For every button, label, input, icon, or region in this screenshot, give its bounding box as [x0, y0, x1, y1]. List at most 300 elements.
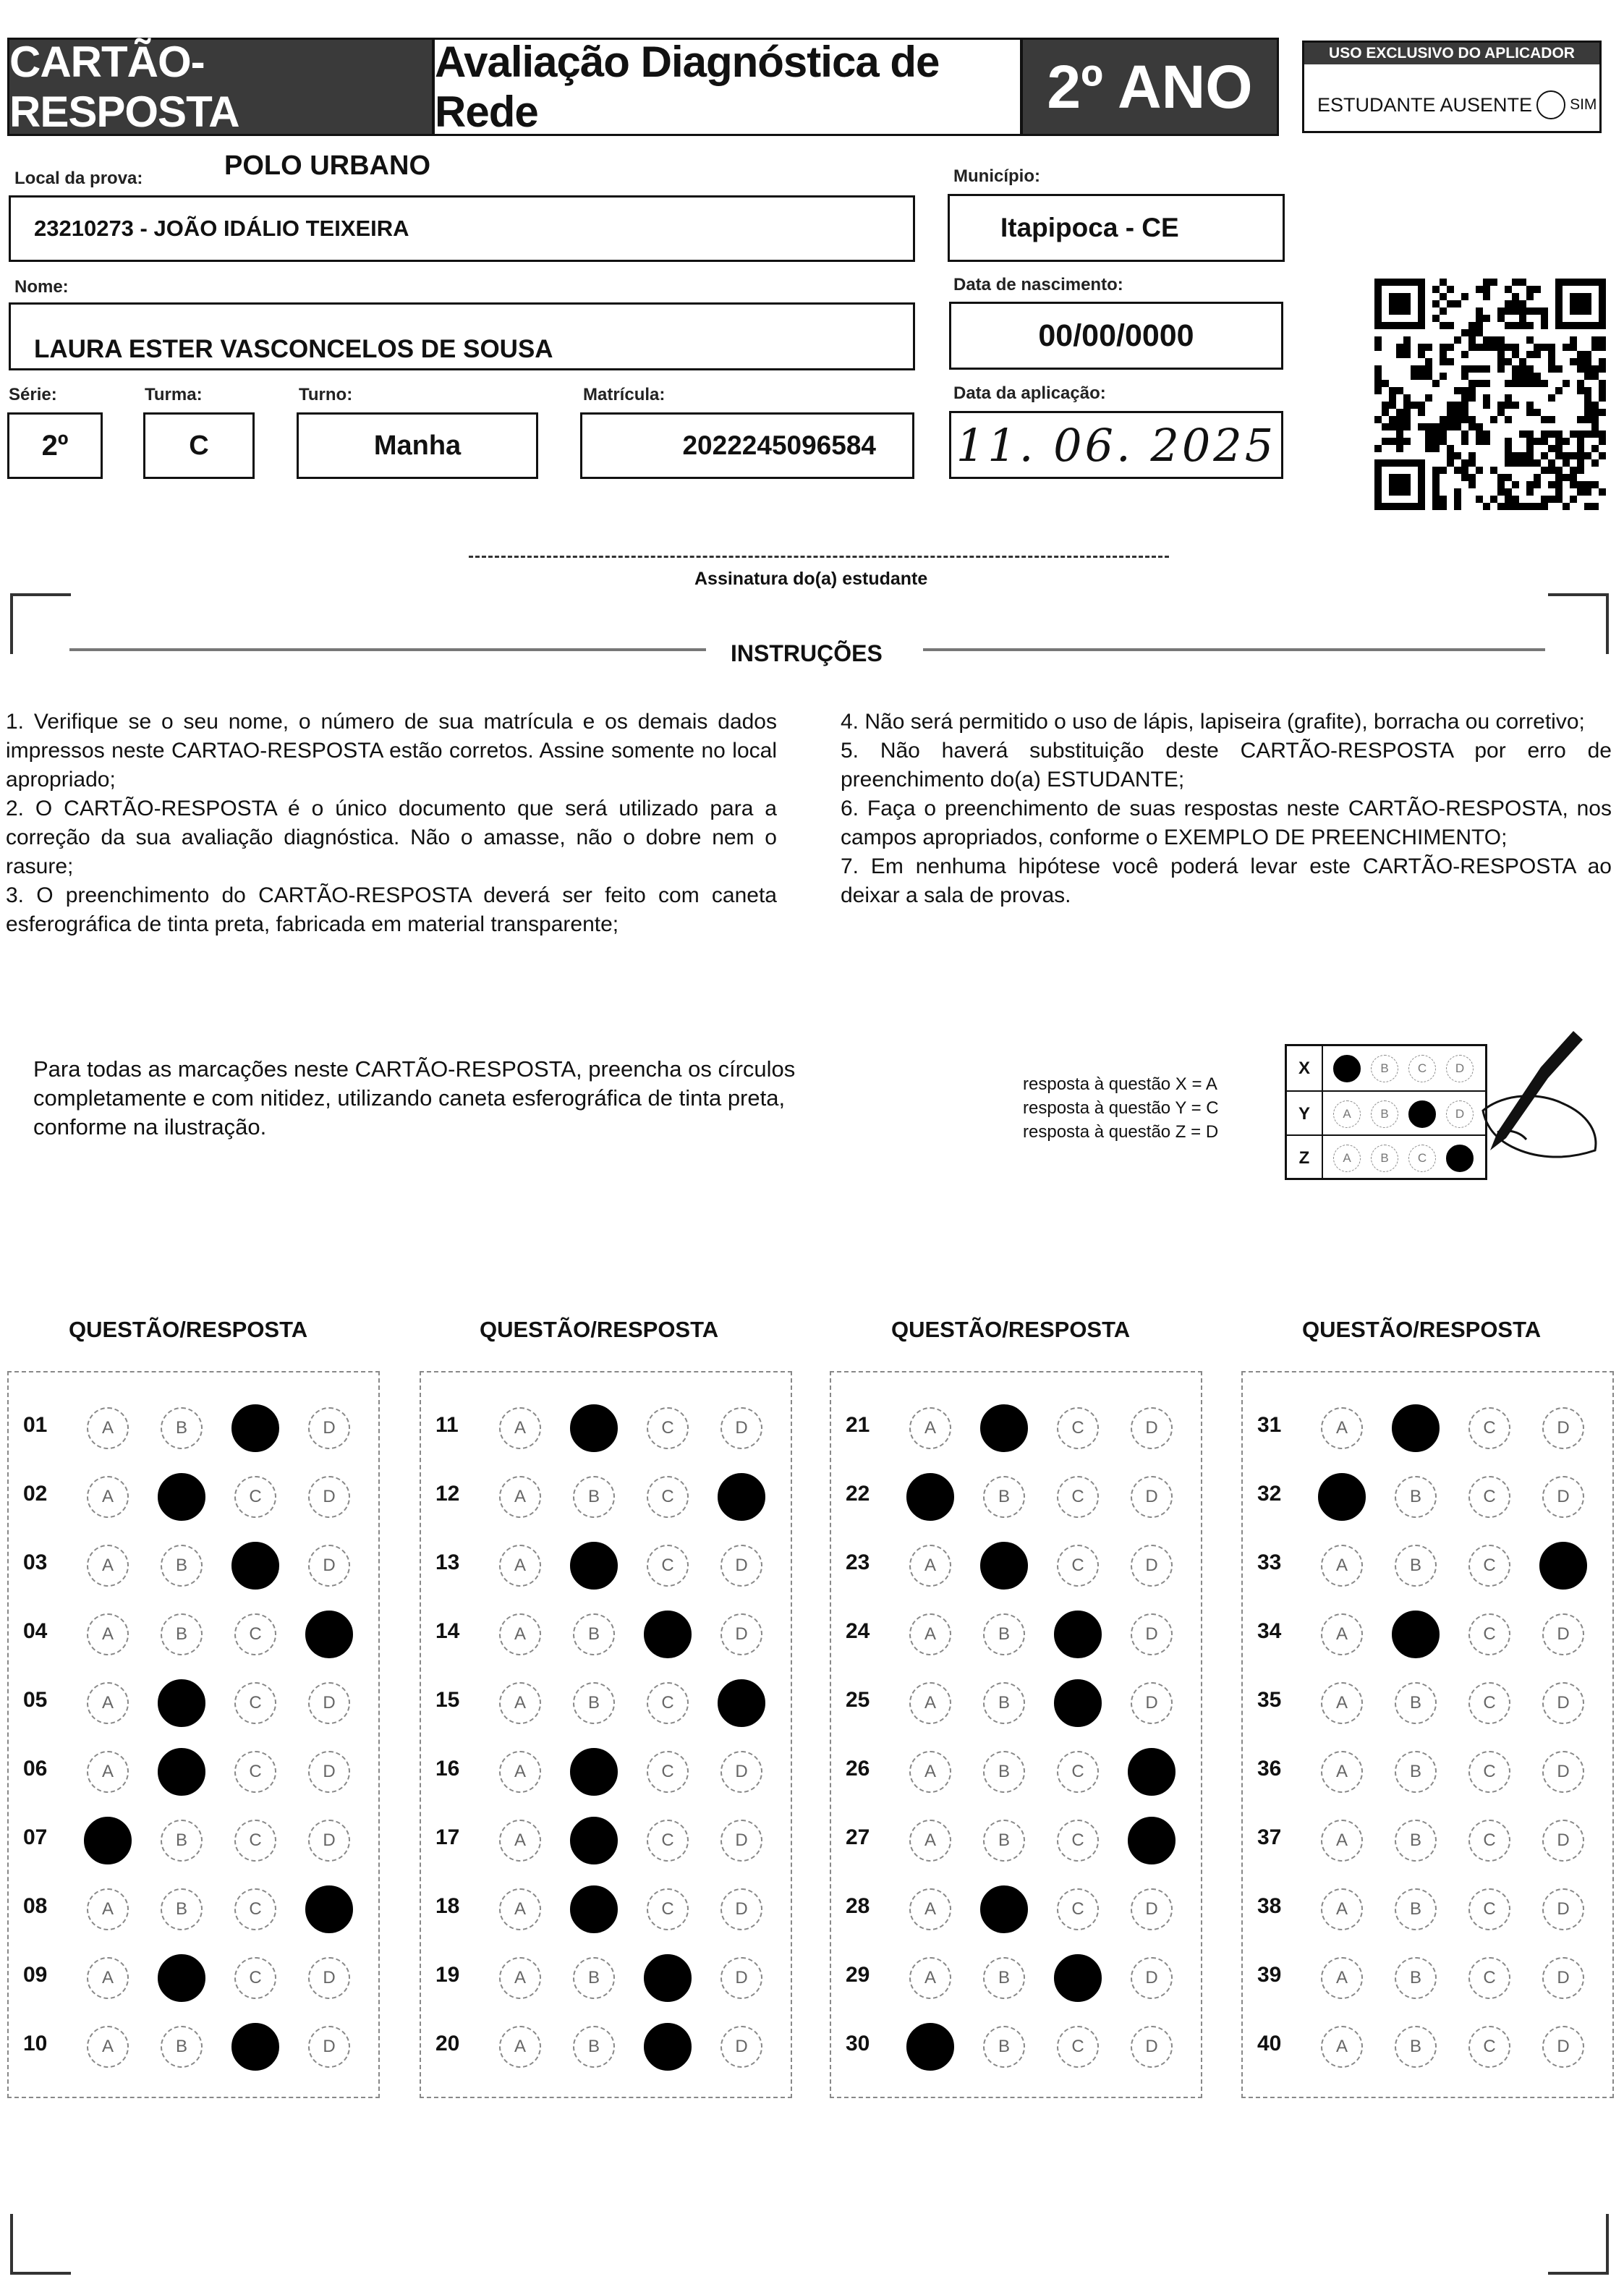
example-legend — [1023, 1072, 1219, 1144]
question-number: 21 — [846, 1413, 870, 1437]
answer-bubble-b[interactable] — [570, 1885, 618, 1933]
answer-bubble-c[interactable] — [1054, 1954, 1102, 2002]
answer-bubble-d[interactable]: D — [1131, 1545, 1173, 1587]
answer-bubble-d[interactable]: D — [720, 1957, 762, 1999]
answer-bubble-c[interactable]: C — [1057, 1407, 1099, 1449]
answer-bubble-d[interactable]: D — [1542, 1682, 1584, 1724]
answer-bubble-a[interactable]: A — [1321, 1613, 1363, 1655]
local-zone: POLO URBANO — [224, 150, 430, 181]
example-bubble-c — [1408, 1100, 1436, 1128]
answer-bubble-d[interactable]: D — [308, 1957, 350, 1999]
answer-bubble-d[interactable]: D — [1542, 1820, 1584, 1862]
question-row — [9, 1537, 378, 1595]
question-row — [9, 1881, 378, 1939]
answer-bubble-a[interactable]: A — [909, 1820, 951, 1862]
example-bubble-b: B — [1371, 1100, 1398, 1128]
question-row — [421, 1537, 791, 1595]
question-row — [831, 1950, 1201, 2008]
question-number: 35 — [1257, 1688, 1282, 1712]
answer-bubble-c[interactable]: C — [1057, 1888, 1099, 1930]
column-title-2: QUESTÃO/RESPOSTA — [480, 1317, 719, 1342]
aplicacao-label: Data da aplicação: — [953, 383, 1106, 403]
answer-bubble-d[interactable]: D — [1542, 1613, 1584, 1655]
answer-bubble-c[interactable]: C — [1468, 1545, 1510, 1587]
answer-bubble-c[interactable]: C — [234, 1476, 276, 1518]
answer-bubble-c[interactable] — [231, 1404, 279, 1452]
question-number: 20 — [435, 2032, 460, 2055]
example-text: Para todas as marcações neste CARTÃO-RESPOSTA, preencha os círculos completamente e com nitidez, utilizando caneta esferográfica de tinta preta, conforme na ilustração. — [33, 1056, 796, 1140]
question-number: 24 — [846, 1619, 870, 1643]
answer-bubble-c[interactable]: C — [1057, 1545, 1099, 1587]
answer-bubble-d[interactable]: D — [720, 1751, 762, 1793]
answer-bubble-c[interactable]: C — [647, 1888, 689, 1930]
question-row — [421, 1950, 791, 2008]
answer-bubble-a[interactable]: A — [909, 1751, 951, 1793]
aplicacao-field — [949, 411, 1283, 479]
question-row — [9, 1400, 378, 1458]
answer-bubble-b[interactable] — [1392, 1611, 1440, 1658]
answer-bubble-d[interactable]: D — [308, 2026, 350, 2068]
answer-bubble-d[interactable]: D — [720, 1820, 762, 1862]
answer-bubble-b[interactable]: B — [161, 1407, 203, 1449]
question-number: 29 — [846, 1963, 870, 1987]
question-number: 03 — [23, 1550, 48, 1574]
legend-y: resposta à questão Y = C — [1023, 1098, 1219, 1118]
question-row — [421, 1812, 791, 1870]
question-number: 28 — [846, 1894, 870, 1918]
question-number: 02 — [23, 1482, 48, 1506]
answer-bubble-c[interactable]: C — [647, 1751, 689, 1793]
answer-bubble-d[interactable]: D — [1131, 1957, 1173, 1999]
answer-bubble-a[interactable]: A — [499, 1820, 541, 1862]
answer-bubble-a[interactable]: A — [499, 1888, 541, 1930]
question-number: 39 — [1257, 1963, 1282, 1987]
answer-bubble-c[interactable]: C — [647, 1820, 689, 1862]
answer-bubble-c[interactable]: C — [647, 1407, 689, 1449]
answer-bubble-b[interactable]: B — [983, 1476, 1025, 1518]
answer-bubble-a[interactable]: A — [1321, 1545, 1363, 1587]
answer-bubble-a[interactable]: A — [1321, 2026, 1363, 2068]
question-row — [9, 1469, 378, 1527]
answer-bubble-c[interactable]: C — [234, 1682, 276, 1724]
question-number: 32 — [1257, 1482, 1282, 1506]
answer-bubble-b[interactable]: B — [1395, 1820, 1437, 1862]
absent-yes-label: SIM — [1570, 96, 1597, 113]
answer-bubble-b[interactable] — [158, 1679, 205, 1727]
answer-bubble-d[interactable]: D — [1131, 1476, 1173, 1518]
answer-bubble-a[interactable]: A — [1321, 1751, 1363, 1793]
question-number: 07 — [23, 1825, 48, 1849]
question-row — [831, 1881, 1201, 1939]
answer-bubble-b[interactable]: B — [161, 1545, 203, 1587]
instructions-left — [6, 708, 777, 939]
answer-bubble-d[interactable]: D — [308, 1407, 350, 1449]
question-row — [831, 1744, 1201, 1802]
answer-bubble-b[interactable]: B — [983, 2026, 1025, 2068]
question-row — [9, 1744, 378, 1802]
answer-bubble-b[interactable] — [980, 1542, 1028, 1590]
answer-bubble-a[interactable]: A — [499, 1682, 541, 1724]
question-number: 18 — [435, 1894, 460, 1918]
corner-mark-bottom-left — [10, 2214, 71, 2275]
question-number: 17 — [435, 1825, 460, 1849]
question-row — [421, 1881, 791, 1939]
question-row — [1243, 1537, 1612, 1595]
answer-bubble-d[interactable] — [1128, 1817, 1176, 1864]
answer-bubble-c[interactable]: C — [1468, 1957, 1510, 1999]
answer-bubble-d[interactable]: D — [720, 2026, 762, 2068]
column-title-1: QUESTÃO/RESPOSTA — [69, 1317, 308, 1342]
question-row — [1243, 1400, 1612, 1458]
exam-title: Avaliação Diagnóstica de Rede — [433, 38, 1022, 136]
legend-x: resposta à questão X = A — [1023, 1074, 1217, 1094]
answer-bubble-d[interactable] — [1539, 1542, 1587, 1590]
grade-title: 2º ANO — [1021, 38, 1279, 136]
matricula-label: Matrícula: — [583, 385, 666, 404]
answer-bubble-b[interactable]: B — [573, 1613, 615, 1655]
corner-mark-bottom-right — [1548, 2214, 1609, 2275]
aplicacao-handwritten: 11. 06. 2025 — [956, 418, 1277, 472]
instruction-1: 1. Verifique se o seu nome, o número de sua matrícula e os demais dados impressos neste CARTAO-RESPOSTA estão corretos. Assine somente no local apropriado; — [6, 710, 777, 792]
instruction-3: 3. O preenchimento do CARTÃO-RESPOSTA deverá ser feito com caneta esferográfica de tinta preta, fabricada em material transparente; — [6, 883, 777, 936]
answer-bubble-c[interactable]: C — [1468, 1751, 1510, 1793]
answer-bubble-d[interactable]: D — [720, 1407, 762, 1449]
municipio-label: Município: — [953, 166, 1040, 186]
instruction-6: 6. Faça o preenchimento de suas respostas neste CARTÃO-RESPOSTA, nos campos apropriados, conforme o EXEMPLO DE PREENCHIMENTO; — [841, 797, 1612, 849]
answer-bubble-b[interactable] — [570, 1542, 618, 1590]
question-number: 19 — [435, 1963, 460, 1987]
answer-bubble-a[interactable]: A — [87, 1613, 129, 1655]
question-number: 12 — [435, 1482, 460, 1506]
answer-bubble-b[interactable] — [158, 1748, 205, 1796]
answer-bubble-b[interactable]: B — [1395, 1957, 1437, 1999]
example-question-label: Z — [1287, 1136, 1323, 1180]
question-row — [831, 1812, 1201, 1870]
question-number: 05 — [23, 1688, 48, 1712]
answer-bubble-b[interactable] — [570, 1817, 618, 1864]
answer-bubble-a[interactable]: A — [87, 1682, 129, 1724]
instruction-5: 5. Não haverá substituição deste CARTÃO-RESPOSTA por erro de preenchimento do(a) ESTUDANTE; — [841, 739, 1612, 792]
answer-bubble-a[interactable]: A — [1321, 1957, 1363, 1999]
matricula-field: 2022245096584 — [580, 412, 914, 479]
answer-bubble-c[interactable]: C — [234, 1613, 276, 1655]
question-row — [421, 1469, 791, 1527]
answer-bubble-b[interactable]: B — [1395, 1682, 1437, 1724]
answer-bubble-c[interactable] — [644, 1611, 692, 1658]
answer-bubble-a[interactable]: A — [499, 1613, 541, 1655]
municipio-field: Itapipoca - CE — [948, 194, 1285, 262]
question-row — [421, 1606, 791, 1664]
answer-bubble-d[interactable] — [1128, 1748, 1176, 1796]
question-row — [831, 1400, 1201, 1458]
question-row — [421, 1744, 791, 1802]
question-number: 40 — [1257, 2032, 1282, 2055]
answer-bubble-c[interactable] — [1054, 1611, 1102, 1658]
answer-bubble-d[interactable]: D — [308, 1545, 350, 1587]
answer-bubble-c[interactable]: C — [1468, 1888, 1510, 1930]
answer-bubble-b[interactable]: B — [573, 1682, 615, 1724]
question-number: 36 — [1257, 1757, 1282, 1781]
question-block-2 — [420, 1371, 792, 2098]
answer-bubble-b[interactable] — [980, 1404, 1028, 1452]
question-row — [1243, 1744, 1612, 1802]
answer-bubble-d[interactable]: D — [1131, 1613, 1173, 1655]
answer-bubble-d[interactable]: D — [1542, 1476, 1584, 1518]
question-row — [421, 1400, 791, 1458]
answer-bubble-a[interactable]: A — [1321, 1820, 1363, 1862]
question-row — [1243, 1675, 1612, 1733]
question-row — [1243, 1469, 1612, 1527]
corner-mark-top-left — [10, 593, 71, 654]
answer-bubble-a[interactable]: A — [909, 1682, 951, 1724]
local-label: Local da prova: — [14, 169, 143, 188]
answer-bubble-a[interactable]: A — [87, 1545, 129, 1587]
nome-field: LAURA ESTER VASCONCELOS DE SOUSA — [9, 302, 915, 370]
question-number: 38 — [1257, 1894, 1282, 1918]
answer-bubble-b[interactable]: B — [983, 1957, 1025, 1999]
answer-bubble-c[interactable]: C — [1468, 1613, 1510, 1655]
answer-bubble-a[interactable]: A — [499, 2026, 541, 2068]
answer-bubble-a[interactable]: A — [87, 1888, 129, 1930]
answer-bubble-b[interactable] — [1392, 1404, 1440, 1452]
answer-bubble-c[interactable]: C — [1468, 1682, 1510, 1724]
question-row — [1243, 1606, 1612, 1664]
example-bubble-a — [1333, 1055, 1361, 1082]
answer-bubble-c[interactable]: C — [1057, 1476, 1099, 1518]
answer-bubble-a[interactable]: A — [499, 1476, 541, 1518]
answer-bubble-d[interactable]: D — [308, 1476, 350, 1518]
answer-bubble-b[interactable]: B — [161, 1613, 203, 1655]
question-number: 09 — [23, 1963, 48, 1987]
answer-bubble-b[interactable]: B — [161, 1820, 203, 1862]
question-number: 22 — [846, 1482, 870, 1506]
answer-bubble-a[interactable]: A — [87, 1751, 129, 1793]
instructions-right — [841, 708, 1612, 910]
instruction-7: 7. Em nenhuma hipótese você poderá levar este CARTÃO-RESPOSTA ao deixar a sala de provas. — [841, 854, 1612, 907]
example-bubble-a: A — [1333, 1145, 1361, 1172]
question-number: 11 — [435, 1413, 459, 1437]
absent-label: ESTUDANTE AUSENTE — [1317, 93, 1533, 116]
answer-bubble-a[interactable]: A — [1321, 1407, 1363, 1449]
answer-bubble-b[interactable] — [980, 1885, 1028, 1933]
answer-bubble-d[interactable]: D — [308, 1751, 350, 1793]
question-row — [1243, 1950, 1612, 2008]
turno-field: Manha — [297, 412, 538, 479]
answer-bubble-b[interactable]: B — [983, 1613, 1025, 1655]
answer-bubble-b[interactable]: B — [983, 1820, 1025, 1862]
answer-bubble-d[interactable] — [305, 1885, 353, 1933]
absent-checkbox[interactable] — [1536, 90, 1565, 119]
answer-bubble-d[interactable]: D — [1131, 2026, 1173, 2068]
answer-bubble-b[interactable]: B — [161, 2026, 203, 2068]
answer-bubble-b[interactable] — [570, 1404, 618, 1452]
answer-bubble-c[interactable]: C — [1057, 2026, 1099, 2068]
answer-bubble-a[interactable]: A — [87, 1957, 129, 1999]
question-row — [831, 1675, 1201, 1733]
question-row — [9, 1950, 378, 2008]
answer-bubble-c[interactable]: C — [234, 1820, 276, 1862]
question-row — [831, 2019, 1201, 2076]
answer-bubble-d[interactable]: D — [720, 1613, 762, 1655]
serie-label: Série: — [9, 385, 57, 404]
answer-bubble-a[interactable] — [906, 2023, 954, 2071]
answer-bubble-c[interactable]: C — [647, 1476, 689, 1518]
question-number: 04 — [23, 1619, 48, 1643]
answer-bubble-d[interactable]: D — [1542, 1888, 1584, 1930]
question-row — [831, 1537, 1201, 1595]
legend-z: resposta à questão Z = D — [1023, 1122, 1219, 1142]
answer-bubble-a[interactable] — [84, 1817, 132, 1864]
question-row — [831, 1469, 1201, 1527]
question-row — [421, 1675, 791, 1733]
question-number: 34 — [1257, 1619, 1282, 1643]
answer-bubble-c[interactable]: C — [1468, 1407, 1510, 1449]
turma-label: Turma: — [145, 385, 203, 404]
answer-bubble-b[interactable]: B — [1395, 1888, 1437, 1930]
question-number: 15 — [435, 1688, 460, 1712]
question-number: 06 — [23, 1757, 48, 1781]
answer-bubble-d[interactable]: D — [1542, 2026, 1584, 2068]
question-block-1 — [7, 1371, 380, 2098]
answer-bubble-c[interactable]: C — [234, 1888, 276, 1930]
instruction-4: 4. Não será permitido o uso de lápis, lapiseira (grafite), borracha ou corretivo; — [841, 710, 1585, 734]
example-bubble-a: A — [1333, 1100, 1361, 1128]
answer-bubble-a[interactable]: A — [909, 1613, 951, 1655]
nascimento-field: 00/00/0000 — [949, 302, 1283, 370]
answer-bubble-a[interactable]: A — [499, 1957, 541, 1999]
answer-bubble-b[interactable] — [158, 1473, 205, 1521]
answer-bubble-d[interactable]: D — [720, 1545, 762, 1587]
question-row — [9, 1606, 378, 1664]
answer-bubble-d[interactable]: D — [1131, 1888, 1173, 1930]
answer-bubble-a[interactable]: A — [1321, 1888, 1363, 1930]
column-title-3: QUESTÃO/RESPOSTA — [891, 1317, 1131, 1342]
answer-bubble-b[interactable]: B — [1395, 1751, 1437, 1793]
answer-bubble-c[interactable]: C — [234, 1957, 276, 1999]
answer-bubble-c[interactable] — [231, 2023, 279, 2071]
answer-bubble-b[interactable]: B — [1395, 1545, 1437, 1587]
question-number: 14 — [435, 1619, 460, 1643]
answer-bubble-c[interactable]: C — [647, 1545, 689, 1587]
answer-bubble-c[interactable] — [644, 2023, 692, 2071]
example-bubble-b: B — [1371, 1145, 1398, 1172]
answer-bubble-a[interactable]: A — [909, 1957, 951, 1999]
serie-field: 2º — [7, 412, 103, 479]
question-number: 25 — [846, 1688, 870, 1712]
answer-bubble-d[interactable]: D — [1542, 1957, 1584, 1999]
applicator-title: USO EXCLUSIVO DO APLICADOR — [1304, 43, 1599, 64]
answer-bubble-c[interactable]: C — [1468, 1476, 1510, 1518]
signature-line — [469, 556, 1169, 558]
answer-bubble-a[interactable] — [1318, 1473, 1366, 1521]
answer-bubble-b[interactable]: B — [161, 1888, 203, 1930]
answer-bubble-d[interactable] — [305, 1611, 353, 1658]
turma-field: C — [143, 412, 255, 479]
answer-bubble-a[interactable]: A — [1321, 1682, 1363, 1724]
question-row — [1243, 2019, 1612, 2076]
answer-bubble-c[interactable]: C — [1468, 1820, 1510, 1862]
question-number: 26 — [846, 1757, 870, 1781]
card-title: CARTÃO-RESPOSTA — [7, 38, 434, 136]
answer-bubble-a[interactable]: A — [87, 1407, 129, 1449]
nascimento-label: Data de nascimento: — [953, 275, 1123, 294]
answer-bubble-b[interactable]: B — [983, 1682, 1025, 1724]
turno-label: Turno: — [299, 385, 353, 404]
example-bubble-c: C — [1408, 1145, 1436, 1172]
question-number: 30 — [846, 2032, 870, 2055]
instruction-2: 2. O CARTÃO-RESPOSTA é o único documento que será utilizado para a correção da sua avaliação diagnóstica. Não o amasse, não o dobre nem o rasure; — [6, 797, 777, 878]
applicator-box — [1302, 41, 1602, 133]
answer-bubble-d[interactable]: D — [1131, 1682, 1173, 1724]
answer-bubble-c[interactable]: C — [234, 1751, 276, 1793]
answer-bubble-c[interactable]: C — [1057, 1751, 1099, 1793]
answer-bubble-d[interactable]: D — [308, 1820, 350, 1862]
answer-bubble-a[interactable]: A — [909, 1407, 951, 1449]
question-block-3 — [830, 1371, 1202, 2098]
answer-bubble-a[interactable]: A — [909, 1545, 951, 1587]
answer-bubble-b[interactable] — [158, 1954, 205, 2002]
column-title-4: QUESTÃO/RESPOSTA — [1302, 1317, 1542, 1342]
question-number: 10 — [23, 2032, 48, 2055]
signature-label: Assinatura do(a) estudante — [694, 569, 928, 589]
answer-bubble-d[interactable]: D — [1542, 1407, 1584, 1449]
answer-bubble-b[interactable]: B — [983, 1751, 1025, 1793]
example-bubble-c: C — [1408, 1055, 1436, 1082]
instructions-title: INSTRUÇÕES — [731, 640, 883, 666]
question-number: 31 — [1257, 1413, 1282, 1437]
question-number: 16 — [435, 1757, 460, 1781]
question-number: 08 — [23, 1894, 48, 1918]
answer-bubble-b[interactable]: B — [1395, 1476, 1437, 1518]
answer-bubble-a[interactable]: A — [909, 1888, 951, 1930]
question-row — [831, 1606, 1201, 1664]
answer-bubble-c[interactable] — [1054, 1679, 1102, 1727]
question-number: 23 — [846, 1550, 870, 1574]
question-row — [9, 1675, 378, 1733]
answer-bubble-a[interactable]: A — [499, 1407, 541, 1449]
answer-bubble-b[interactable]: B — [573, 1476, 615, 1518]
answer-bubble-c[interactable]: C — [647, 1682, 689, 1724]
answer-bubble-b[interactable]: B — [573, 1957, 615, 1999]
answer-bubble-d[interactable]: D — [308, 1682, 350, 1724]
question-row — [1243, 1881, 1612, 1939]
qr-code — [1374, 279, 1606, 510]
answer-bubble-d[interactable]: D — [720, 1888, 762, 1930]
answer-bubble-b[interactable]: B — [573, 2026, 615, 2068]
answer-bubble-d[interactable] — [718, 1473, 765, 1521]
question-row — [9, 2019, 378, 2076]
corner-mark-top-right — [1548, 593, 1609, 654]
question-row — [1243, 1812, 1612, 1870]
hand-pen-illustration — [1454, 1024, 1599, 1183]
answer-bubble-b[interactable] — [570, 1748, 618, 1796]
answer-bubble-a[interactable]: A — [87, 2026, 129, 2068]
answer-bubble-c[interactable]: C — [1468, 2026, 1510, 2068]
answer-bubble-c[interactable] — [644, 1954, 692, 2002]
answer-bubble-c[interactable] — [231, 1542, 279, 1590]
answer-bubble-a[interactable] — [906, 1473, 954, 1521]
answer-bubble-d[interactable] — [718, 1679, 765, 1727]
answer-bubble-a[interactable]: A — [87, 1476, 129, 1518]
answer-bubble-b[interactable]: B — [1395, 2026, 1437, 2068]
instructions-rule-left — [69, 648, 706, 651]
answer-bubble-a[interactable]: A — [499, 1751, 541, 1793]
answer-bubble-c[interactable]: C — [1057, 1820, 1099, 1862]
answer-bubble-a[interactable]: A — [499, 1545, 541, 1587]
answer-bubble-d[interactable]: D — [1542, 1751, 1584, 1793]
example-question-label: Y — [1287, 1092, 1323, 1136]
answer-bubble-d[interactable]: D — [1131, 1407, 1173, 1449]
